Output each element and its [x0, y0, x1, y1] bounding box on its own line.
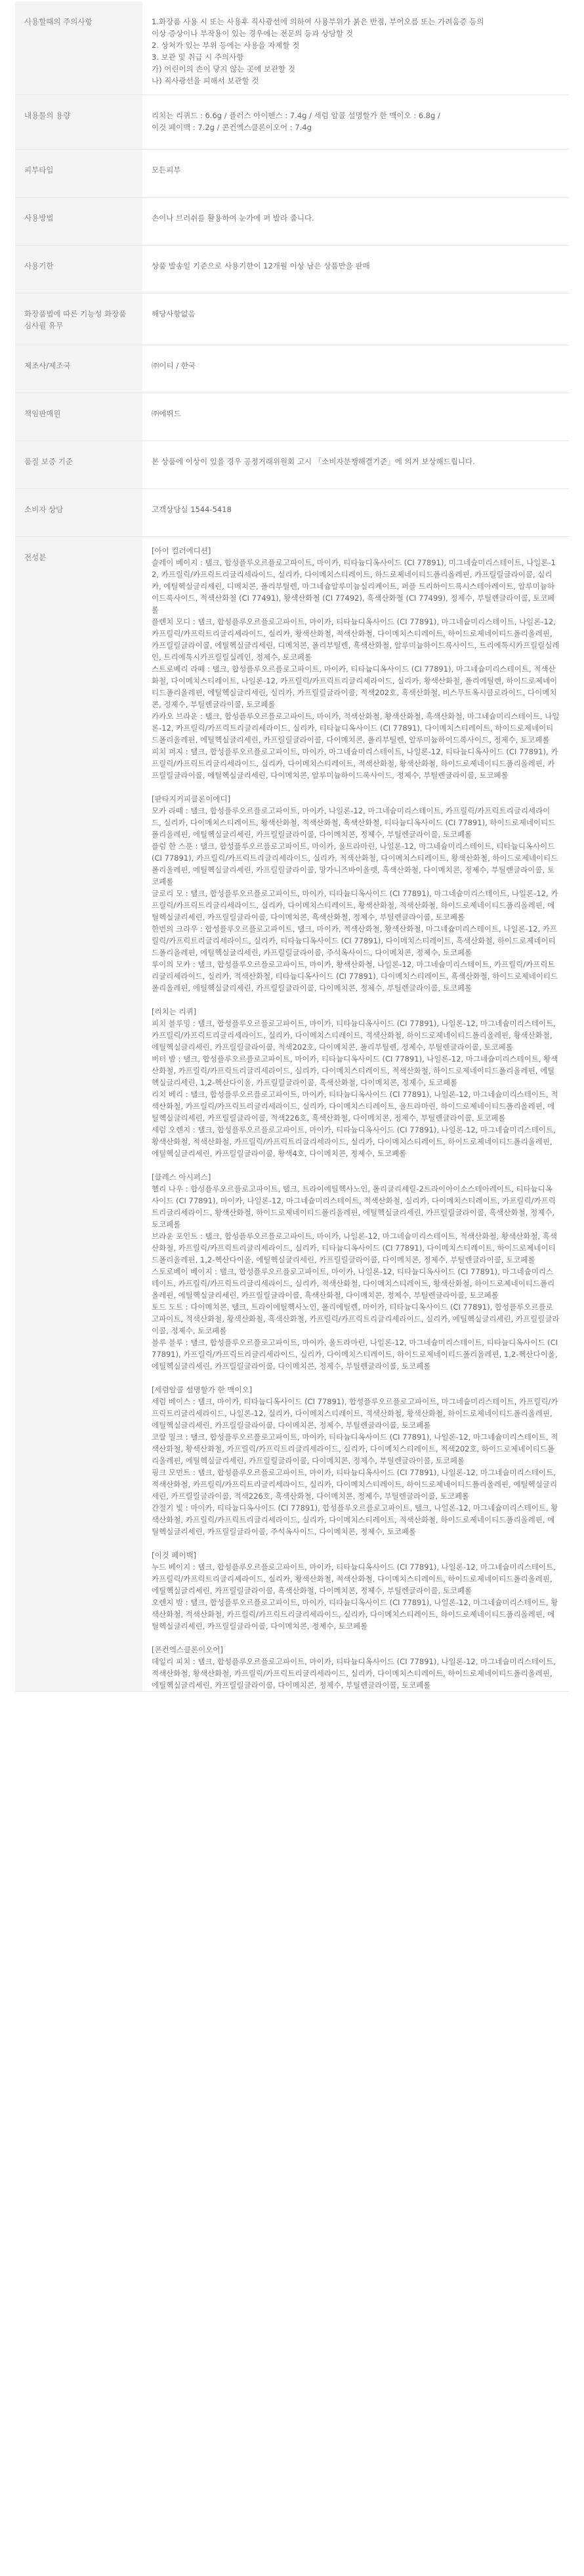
spec-row-functional — [15, 293, 569, 345]
spec-value-line: 이것 페이백 : 7.2g / 콘컨엑스클론이오어 : 7.4g — [152, 123, 312, 132]
spec-label: 전성분 — [15, 537, 142, 1692]
ingredients-text: [아이 컬러에디션] 슬레이 베이지 : 탤크, 합성플루오르플로고파이트, 마이카, 티타늄디옥사이드 (CI 77891), 미그네슘미리스테이트, 나일론-12, 카프릴릭/카프릭트리글리세라이드, 실리카, 다이메치스티레이트, 하드로제네이티드폴리올레핀, 카프릴릴글라이콜, 실리카, 에틸헥실글리세린, 디메치콘, 폴리부틸렌, 마그네슘알루미늄실리케이트, 퍼플 트리하이드록시스테아레이트, 알루미늄하이드록사이드, 적색산화철 (CI 77491), 황색산화철 (CI 77492), 흑색산화철 (CI 77499), 정제수, 부틸렌글라이콜, 토코페롤 플렌치 모디 : 탤크, 합성플루오르플로고파이트, 마이카, 티타늄디옥사이드 (CI 77891), 마그네슘미리스테이트, 나일론-12, 카프릴릭/카프릭트리글리세라이드, 실리카, 황색산화철, 적색산화철, 다이메치스티레이트, 하이드로제네이티드폴리올레핀, 카프릴릴글라이콜, 에틸헥실글리세린, 디메치콘, 폴리부틸렌, 흑색산화철, 알루미늄하이드록사이드, 트리에톡시카프릴릴실레인, 트리에톡시카프릴릴실레인, 정제수, 토코페롤 스트로베리 라떼 : 탤크, 합성플루오르플로고파이트, 마이카, 티타늄디옥사이드 (CI 77891), 마그네슘미리스테이트, 적색산화철, 다이메치스티레이트, 나일론-12, 카프릴릭/카프릭트리글리세라이드, 실리카, 황색산화철, 폴리에틸렌, 하이드로제네이티드폴리올레핀, 에틸헥실글리세린, 실리카, 카프릴릴글라이콜, 적색202호, 흑색산화철, 비스무트옥시클로라이드, 다이메치콘, 정제수, 부틸렌글라이콜, 토코페롤 카카오 브라운 : 탤크, 합성플루오르플로고파이트, 마이카, 적색산화철, 황색산화철, 흑색산화철, 마그네슘미리스테이트, 나일론-12, 카프릴릭/카프릭트리글리세라이드, 실리카, 티타늄디옥사이드 (CI 77891), 다이메치스티레이트, 하이드로제네이티드폴리올레핀, 에틸헥실글리세린, 카프릴릴글라이콜, 다이메치콘, 폴리부틸렌, 알루미늄하이드록사이드, 정제수, 토코페롤 피치 퍼지 : 탤크, 합성플루오르플로고파이트, 마이카, 마그네슘미리스테이트, 나일론-12, 티타늄디옥사이드 (CI 77891), 카프릴릭/카프릭트리글리세라이드, 실리카, 다이메치스티레이트, 적색산화철, 황색산화철, 하이드로제네이티드폴리올레핀, 카프릴릴글라이콜, 에틸헥실글리세린, 다이메치콘, 알루미늄하이드록사이드, 정제수, 부틸렌글라이콜, 토코페롤 [판타지커피클론이에디] 모카 라떼 : 탤크, 합성플루오르플로고파이트, 마이카, 나일론-12, 마그네슘미리스테이트, 카프릴릭/카프릭트리글리세라이드, 실리카, 다이메치스티레이트, 황색산화철, 적색산화철, 흑색산화철, 티타늄디옥사이드 (CI 77891), 하이드로제네이티드폴리올레핀, 에틸헥실글리세린, 카프릴릴글라이콜, 다이메치콘, 정제수, 부틸렌글라이콜, 토코페롤 플럼 한 스푼 : 탤크, 합성플루오르플로고파이트, 마이카, 울트라마린, 나일론-12, 마그네슘미리스테이트, 티타늄디옥사이드 (CI 77891), 카프릴릭/카프릭트리글리세라이드, 실리카, 적색산화철, 다이메치스티레이트, 황색산화철, 하이드로제네이티드폴리올레핀, 에틸헥실글리세린, 카프릴릴글라이콜, 망가니즈바이올렛, 흑색산화철, 다이메치콘, 정제수, 부틸렌글라이콜, 토코페롤 글로리 모 : 탤크, 합성플루오르플로고파이트, 마이카, 티타늄디옥사이드 (CI 77891), 마그네슘미리스테이트, 나일론-12, 카프릴릭/카프릭트리글리세라이드, 실리카, 다이메치스티레이트, 황색산화철, 적색산화철, 하이드로제네이티드폴리올레핀, 에틸헥실글리세린, 카프릴릴글라이콜, 다이메치콘, 흑색산화철, 정제수, 부틸렌글라이콜, 토코페롤 한번의 크라우 : 합성플루오르플로고파이트, 탤크, 마이카, 적색산화철, 황색산화철, 마그네슘미리스테이트, 나일론-12, 카프릴릭/카프릭트리글리세라이드, 실리카, 티타늄디옥사이드 (CI 77891), 다이메치스티레이트, 흑색산화철, 하이드로제네이티드폴리올레핀, 에틸헥실글리세린, 카프릴릴글라이콜, 주석옥사이드, 다이메치콘, 정제수, 토코페롤 루이의 모카 : 탤크, 합성플루오르플로고파이트, 마이카, 황색산화철, 나일론-12, 마그네슘미리스테이트, 카프릴릭/카프릭트리글리세라이드, 실리카, 적색산화철, 티타늄디옥사이드 (CI 77891), 다이메치스티레이트, 흑색산화철, 하이드로제네이티드폴리올레핀, 에틸헥실글리세린, 카프릴릴글라이콜, 다이메치콘, 정제수, 부틸렌글라이콜, 토코페롤 [리치는 리퀴] 피치 블루밍 : 탤크, 합성플루오르플로고파이트, 마이카, 티타늄디옥사이드 (CI 77891), 나일론-12, 마그네슘미리스테이트, 카프릴릭/카프릭트리글리세라이드, 실리카, 다이메치스티레이트, 적색산화철, 하이드로제네이티드폴리올레핀, 황색산화철, 에틸헥실글리세린, 카프릴릴글라이콜, 적색202호, 다이메치콘, 폴리부틸렌, 정제수, 부틸렌글라이콜, 토코페롤 버터 밤 : 탤크, 합성플루오르플로고파이트, 마이카, 티타늄디옥사이드 (CI 77891), 나일론-12, 마그네슘미리스테이트, 황색산화철, 카프릴릭/카프릭트리글리세라이드, 실리카, 다이메치스티레이트, 적색산화철, 하이드로제네이티드폴리올레핀, 에틸헥실글리세린, 1,2-헥산다이올, 카프릴릴글라이콜, 흑색산화철, 다이메치콘, 정제수, 토코페롤 리치 베리 : 탤크, 합성플루오르플로고파이트, 마이카, 티타늄디옥사이드 (CI 77891), 나일론-12, 마그네슘미리스테이트, 적색산화철, 카프릴릭/카프릭트리글리세라이드, 실리카, 다이메치스티레이트, 울트라마린, 하이드로제네이티드폴리올레핀, 에틸헥실글리세린, 카프릴릴글라이콜, 적색226호, 흑색산화철, 다이메치콘, 정제수, 부틸렌글라이콜, 토코페롤 세럼 오렌지 : 탤크, 합성플루오르플로고파이트, 마이카, 티타늄디옥사이드 (CI 77891), 나일론-12, 마그네슘미리스테이트, 황색산화철, 적색산화철, 카프릴릭/카프릭트리글리세라이드, 실리카, 다이메치스티레이트, 하이드로제네이티드폴리올레핀, 에틸헥실글리세린, 카프릴릴글라이콜, 황색4호, 다이메치콘, 정제수, 토코페롤 [클레스 아시퍼스] 헬리 나우 : 합성플루오르플로고파이트, 탤크, 트라이에틸헥사노인, 폴리글리세릴-2트라이아이소스테아레이트, 티타늄디옥사이드 (CI 77891), 마이카, 나일론-12, 마그네슘미리스테이트, 적색산화철, 실리카, 다이메치스티레이트, 카프릴릭/카프릭트리글리세라이드, 황색산화철, 하이드로제네이티드폴리올레핀, 에틸헥실글리세린, 카프릴릴글라이콜, 흑색산화철, 정제수, 토코페롤 브라운 포인트 : 탤크, 합성플루오르플로고파이트, 마이카, 나일론-12, 마그네슘미리스테이트, 적색산화철, 황색산화철, 흑색산화철, 카프릴릭/카프릭트리글리세라이드, 실리카, 티타늄디옥사이드 (CI 77891), 다이메치스티레이트, 하이드로제네이티드폴리올레핀, 1,2-헥산다이올, 에틸헥실글리세린, 카프릴릴글라이콜, 다이메치콘, 정제수, 부틸렌글라이콜, 토코페롤 스토로베이 베이지 : 탤크, 합성플루오르플로고파이트, 마이카, 나일론-12, 티타늄디옥사이드 (CI 77891), 마그네슘미리스테이트, 카프릴릭/카프릭트리글리세라이드, 실리카, 적색산화철, 다이메치스티레이트, 황색산화철, 하이드로제네이티드폴리올레핀, 에틸헥실글리세린, 카프릴릴글라이콜, 흑색산화철, 다이메치콘, 정제수, 부틸렌글라이콜, 토코페롤 토드 도트 : 다이메치콘, 탤크, 트라이에틸헥사노인, 폴리에틸렌, 마이카, 티타늄디옥사이드 (CI 77891), 합성플루오르플로고파이트, 적색산화철, 황색산화철, 흑색산화철, 카프릴릭/카프릭트리글리세라이드, 실리카, 에틸헥실글리세린, 카프릴릴글라이콜, 정제수, 토코페롤 블루 블루 : 탤크, 합성플루오르플로고파이트, 마이카, 울트라마린, 나일론-12, 마그네슘미리스테이트, 티타늄디옥사이드 (CI 77891), 카프릴릭/카프릭트리글리세라이드, 실리카, 다이메치스티레이트, 하이드로제네이티드폴리올레핀, 1,2-헥산다이올, 에틸헥실글리세린, 카프릴릴글라이콜, 다이메치콘, 정제수, 부틸렌글라이콜, 토코페롤 [세럼알콜 설명할가 한 맥이오] 세럼 베이스 : 탤크, 마이카, 티타늄디옥사이드 (CI 77891), 합성플루오르플로고파이트, 마그네슘미리스테이트, 카프릴릭/카프릭트리글리세라이드, 나일론-12, 실리카, 다이메치스티레이트, 적색산화철, 황색산화철, 하이드로제네이티드폴리올레핀, 에틸헥실글리세린, 카프릴릴글라이콜, 다이메치콘, 정제수, 부틸렌글라이콜, 토코페롤 코랄 밀크 : 탤크, 합성플루오르플로고파이트, 마이카, 티타늄디옥사이드 (CI 77891), 나일론-12, 마그네슘미리스테이트, 적색산화철, 황색산화철, 카프릴릭/카프릭트리글리세라이드, 실리카, 다이메치스티레이트, 적색202호, 하이드로제네이티드폴리올레핀, 에틸헥실글리세린, 카프릴릴글라이콜, 다이메치콘, 정제수, 부틸렌글라이콜, 토코페롤 핑크 모먼트 : 탤크, 합성플루오르플로고파이트, 마이카, 티타늄디옥사이드 (CI 77891), 나일론-12, 마그네슘미리스테이트, 적색산화철, 카프릴릭/카프릭트리글리세라이드, 실리카, 다이메치스티레이트, 하이드로제네이티드폴리올레핀, 에틸헥실글리세린, 카프릴릴글라이콜, 적색226호, 흑색산화철, 다이메치콘, 정제수, 부틸렌글라이콜, 토코페롤 간절기 빛 : 마이카, 티타늄디옥사이드 (CI 77891), 합성플루오르플로고파이트, 탤크, 나일론-12, 마그네슘미리스테이트, 황색산화철, 카프릴릭/카프릭트리글리세라이드, 실리카, 다이메치스티레이트, 적색산화철, 하이드로제네이티드폴리올레핀, 에틸헥실글리세린, 카프릴릴글라이콜, 주석옥사이드, 다이메치콘, 정제수, 토코페롤 [이것 페이백] 누드 베이지 : 탤크, 합성플루오르플로고파이트, 마이카, 티타늄디옥사이드 (CI 77891), 나일론-12, 마그네슘미리스테이트, 카프릴릭/카프릭트리글리세라이드, 실리카, 황색산화철, 적색산화철, 다이메치스티레이트, 하이드로제네이티드폴리올레핀, 에틸헥실글리세린, 카프릴릴글라이콜, 흑색산화철, 다이메치콘, 정제수, 부틸렌글라이콜, 토코페롤 오렌지 밤 : 탤크, 합성플루오르플로고파이트, 마이카, 티타늄디옥사이드 (CI 77891), 나일론-12, 마그네슘미리스테이트, 황색산화철, 적색산화철, 카프릴릭/카프릭트리글리세라이드, 실리카, 다이메치스티레이트, 하이드로제네이티드폴리올레핀, 에틸헥실글리세린, 카프릴릴글라이콜, 다이메치콘, 정제수, 토코페롤 [콘컨엑스클론이오어] 데일리 피치 : 탤크, 합성플루오르플로고파이트, 마이카, 티타늄디옥사이드 (CI 77891), 나일론-12, 마그네슘미리스테이트, 적색산화철, 황색산화철, 카프릴릭/카프릭트리글리세라이드, 실리카, 다이메치스티레이트, 하이드로제네이티드폴리올레핀, 에틸헥실글리세린, 카프릴릴글라이콜, 다이메치콘, 정제수, 부틸렌글라이콜, 토코페롤 — [152, 546, 560, 1690]
spec-value — [142, 1, 569, 95]
spec-label: 피부타입 — [15, 150, 142, 198]
spec-value: 고객상담실 1544-5418 — [142, 489, 569, 537]
spec-label: 사용기한 — [15, 246, 142, 293]
spec-value: 손이나 브러쉬를 활용하여 눈가에 펴 발라 줍니다. — [142, 198, 569, 246]
spec-label: 책임판매원 — [15, 393, 142, 441]
spec-row-maker — [15, 345, 569, 393]
spec-row-skin-type — [15, 150, 569, 198]
spec-row-warranty — [15, 441, 569, 489]
spec-label: 사용방법 — [15, 198, 142, 246]
spec-value-line: 3. 보관 및 취급 시 주의사항 — [152, 53, 244, 62]
spec-value-line: 1.화장품 사용 시 또는 사용후 직사광선에 의하여 사용부위가 붉은 반점, 부어오름 또는 가려움증 등의 — [152, 17, 484, 26]
spec-label: 소비자 상담 — [15, 489, 142, 537]
product-spec-table — [15, 1, 569, 1692]
spec-value: 모든피부 — [142, 150, 569, 198]
spec-row-usage — [15, 198, 569, 246]
spec-value — [142, 95, 569, 150]
spec-value-line: 리치는 리퀴드 : 6.6g / 플러스 아이펜스 : 7.4g / 세럼 알콜 설명할가 한 맥이오 : 6.8g / — [152, 111, 440, 120]
spec-row-cs — [15, 489, 569, 537]
spec-label: 화장품법에 따른 기능성 화장품 심사필 유무 — [15, 293, 142, 345]
spec-value: ㈜에뛰드 — [142, 393, 569, 441]
spec-label: 품질 보증 기준 — [15, 441, 142, 489]
spec-row-capacity — [15, 95, 569, 150]
spec-value-line: 이상 증상이나 부작용이 있는 경우에는 전문의 등과 상담할 것 — [152, 29, 353, 38]
spec-value-line: 나) 직사광선을 피해서 보관할 것 — [152, 76, 259, 85]
spec-row-ingredients — [15, 537, 569, 1692]
spec-value: 상품 발송일 기준으로 사용기한이 12개월 이상 남은 상품만을 판매 — [142, 246, 569, 293]
spec-label: 제조사/제조국 — [15, 345, 142, 393]
spec-value: 본 상품에 이상이 있을 경우 공정거래위원회 고시 「소비자분쟁해결기준」에 의거 보상해드립니다. — [142, 441, 569, 489]
spec-value-line: 2. 상처가 있는 부위 등에는 사용을 자제할 것 — [152, 41, 300, 50]
spec-label: 사용할때의 주의사항 — [15, 1, 142, 95]
spec-label: 내용물의 용량 — [15, 95, 142, 150]
spec-value: 해당사항없음 — [142, 293, 569, 345]
spec-value — [142, 537, 569, 1692]
spec-row-seller — [15, 393, 569, 441]
spec-value: ㈜이티 / 한국 — [142, 345, 569, 393]
spec-row-warnings — [15, 1, 569, 95]
spec-value-line: 가) 어린이의 손이 닿지 않는 곳에 보관할 것 — [152, 64, 295, 74]
spec-row-expiry — [15, 246, 569, 293]
